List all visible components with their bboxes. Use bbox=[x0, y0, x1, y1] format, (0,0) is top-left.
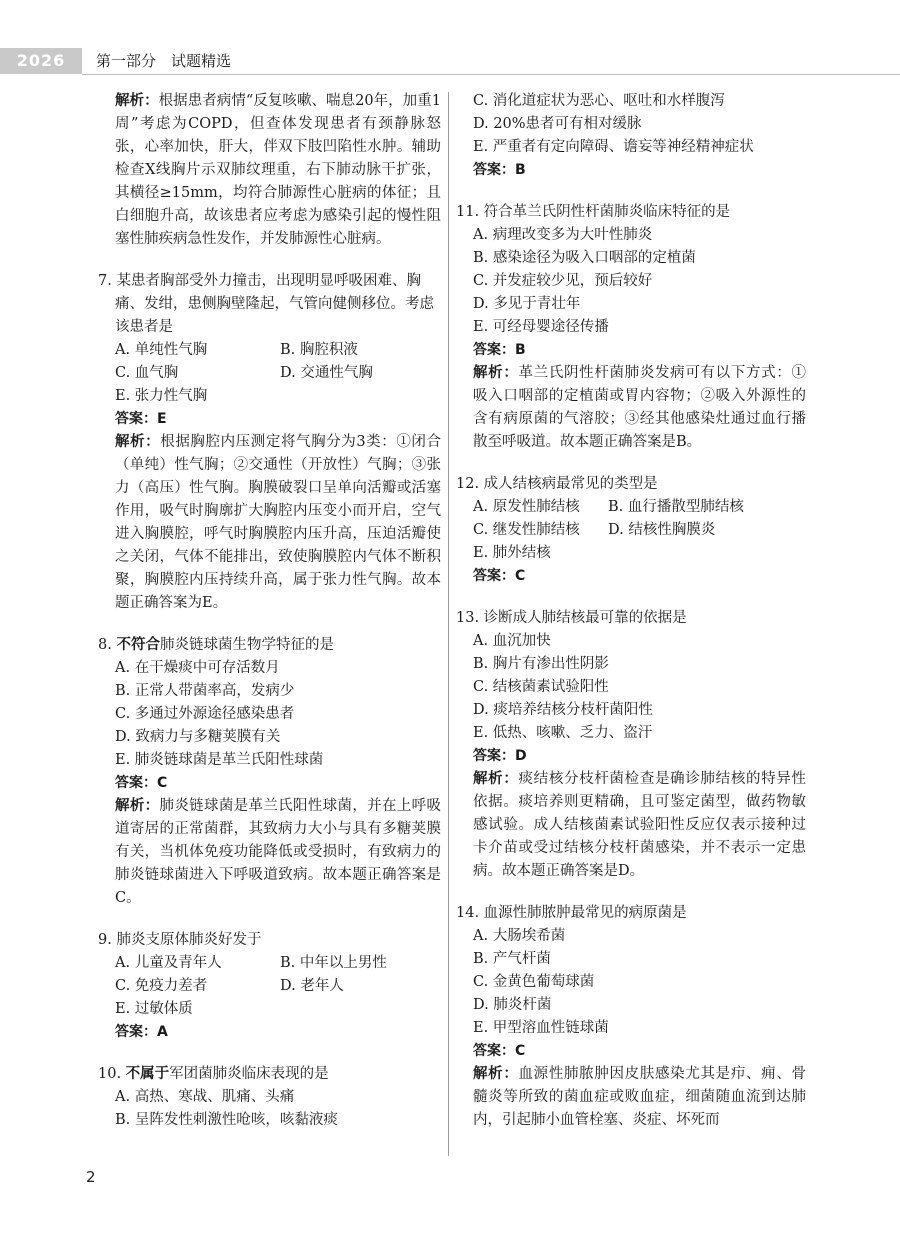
option-d: D. 多见于青壮年 bbox=[473, 296, 581, 312]
left-column bbox=[98, 90, 441, 1132]
option-b: B. 呈阵发性刺激性呛咳，咳黏液痰 bbox=[115, 1112, 338, 1128]
option-e: E. 肺炎链球菌是革兰氏阳性球菌 bbox=[115, 752, 324, 768]
answer: 答案：E bbox=[115, 411, 167, 427]
option-e: E. 可经母婴途径传播 bbox=[473, 319, 609, 335]
explanation: 解析：革兰氏阴性杆菌肺炎发病可有以下方式：①吸入口咽部的定植菌或胃内容物；②吸入外源性的含有病原菌的气溶胶；③经其他感染灶通过血行播散至呼吸道。故本题正确答案是B。 bbox=[473, 365, 806, 450]
answer: 答案：B bbox=[473, 342, 526, 358]
question-13 bbox=[456, 607, 806, 883]
column-divider bbox=[448, 92, 449, 1156]
question-stem: 11. 符合革兰氏阴性杆菌肺炎临床特征的是 bbox=[456, 204, 731, 220]
right-column bbox=[456, 90, 806, 1132]
option-a: A. 高热、寒战、肌痛、头痛 bbox=[115, 1089, 295, 1105]
option-d: D. 肺炎杆菌 bbox=[473, 997, 552, 1013]
option-d: D. 20%患者可有相对缓脉 bbox=[473, 116, 642, 132]
option-c: C. 消化道症状为恶心、呕吐和水样腹泻 bbox=[473, 93, 725, 109]
option-b: B. 产气杆菌 bbox=[473, 951, 551, 967]
explanation: 解析：痰结核分枝杆菌检查是确诊肺结核的特异性依据。痰培养则更精确，且可鉴定菌型，做药物敏感试验。成人结核菌素试验阳性反应仅表示接种过卡介苗或受过结核分枝杆菌感染，并不表示一定患病。故本题正确答案是D。 bbox=[473, 771, 806, 879]
answer: 答案：C bbox=[473, 568, 526, 584]
option-c: C. 血气胸 bbox=[115, 365, 179, 381]
section-title: 第一部分 试题精选 bbox=[96, 52, 232, 70]
question-10 bbox=[98, 1063, 441, 1132]
option-row bbox=[98, 362, 441, 385]
option-row bbox=[98, 975, 441, 998]
option-c: C. 继发性肺结核 bbox=[473, 522, 580, 538]
question-stem: 12. 成人结核病最常见的类型是 bbox=[456, 476, 658, 492]
option-c: C. 并发症较少见，预后较好 bbox=[473, 273, 653, 289]
option-a: A. 原发性肺结核 bbox=[473, 499, 580, 515]
question-stem: 13. 诊断成人肺结核最可靠的依据是 bbox=[456, 610, 687, 626]
question-stem: 8. 不符合肺炎链球菌生物学特征的是 bbox=[98, 637, 334, 653]
question-stem: 10. 不属于军团菌肺炎临床表现的是 bbox=[98, 1066, 329, 1082]
option-e: E. 严重者有定向障碍、谵妄等神经精神症状 bbox=[473, 139, 754, 155]
option-c: C. 多通过外源途径感染患者 bbox=[115, 706, 295, 722]
question-11 bbox=[456, 201, 806, 454]
answer: 答案：D bbox=[473, 748, 527, 764]
option-a: A. 在干燥痰中可存活数月 bbox=[115, 660, 280, 676]
header-rule bbox=[82, 74, 900, 75]
answer: 答案：A bbox=[115, 1024, 168, 1040]
option-d: D. 结核性胸膜炎 bbox=[608, 522, 716, 538]
answer: 答案：C bbox=[473, 1043, 526, 1059]
question-12 bbox=[456, 473, 806, 588]
year-tab: 2026 bbox=[0, 48, 82, 74]
question-stem: 14. 血源性肺脓肿最常见的病原菌是 bbox=[456, 905, 687, 921]
option-e: E. 张力性气胸 bbox=[115, 388, 208, 404]
option-c: C. 免疫力差者 bbox=[115, 978, 208, 994]
explanation: 解析：血源性肺脓肿因皮肤感染尤其是疖、痈、骨髓炎等所致的菌血症或败血症，细菌随血流到达肺内，引起肺小血管栓塞、炎症、坏死而 bbox=[473, 1066, 806, 1128]
option-b: B. 中年以上男性 bbox=[280, 955, 387, 971]
option-a: A. 病理改变多为大叶性肺炎 bbox=[473, 227, 653, 243]
option-d: D. 老年人 bbox=[280, 978, 344, 994]
question-8 bbox=[98, 634, 441, 910]
page-header bbox=[0, 48, 900, 82]
option-b: B. 正常人带菌率高，发病少 bbox=[115, 683, 295, 699]
option-row bbox=[98, 952, 441, 975]
explanation: 解析：肺炎链球菌是革兰氏阳性球菌，并在上呼吸道寄居的正常菌群，其致病力大小与具有多糖荚膜有关，当机体免疫功能降低或受损时，有致病力的肺炎链球菌进入下呼吸道致病。故本题正确答案是C。 bbox=[115, 798, 441, 906]
option-row bbox=[98, 339, 441, 362]
option-e: E. 过敏体质 bbox=[115, 1001, 193, 1017]
option-b: B. 胸片有渗出性阴影 bbox=[473, 656, 609, 672]
option-row bbox=[456, 519, 806, 542]
option-e: E. 低热、咳嗽、乏力、盗汗 bbox=[473, 725, 653, 741]
option-e: E. 肺外结核 bbox=[473, 545, 551, 561]
option-a: A. 儿童及青年人 bbox=[115, 955, 222, 971]
page-number: 2 bbox=[86, 1168, 96, 1186]
q6-explanation: 解析：根据患者病情“反复咳嗽、喘息20年，加重1周”考虑为COPD，但查体发现患者有颈静脉怒张，心率加快，肝大，伴双下肢凹陷性水肿。辅助检查X线胸片示双肺纹理重，右下肺动脉干扩张，其横径≥15mm，均符合肺源性心脏病的体征；且白细胞升高，故该患者应考虑为感染引起的慢性阻塞性肺疾病急性发作，并发肺源性心脏病。 bbox=[115, 93, 441, 247]
option-b: B. 胸腔积液 bbox=[280, 342, 358, 358]
question-7 bbox=[98, 270, 441, 615]
question-stem: 7. 某患者胸部受外力撞击，出现明显呼吸困难、胸痛、发绀，患侧胸壁隆起，气管向健侧移位。考虑该患者是 bbox=[98, 273, 434, 335]
option-c: C. 结核菌素试验阳性 bbox=[473, 679, 609, 695]
option-a: A. 血沉加快 bbox=[473, 633, 551, 649]
option-a: A. 单纯性气胸 bbox=[115, 342, 208, 358]
question-14 bbox=[456, 902, 806, 1132]
option-d: D. 痰培养结核分枝杆菌阳性 bbox=[473, 702, 653, 718]
option-b: B. 血行播散型肺结核 bbox=[608, 499, 744, 515]
explanation: 解析：根据胸腔内压测定将气胸分为3类：①闭合（单纯）性气胸；②交通性（开放性）气胸；③张力（高压）性气胸。胸膜破裂口呈单向活瓣或活塞作用，吸气时胸廓扩大胸腔内压变小而开启，空气进入胸膜腔，呼气时胸膜腔内压升高，压迫活瓣使之关闭，气体不能排出，致使胸膜腔内气体不断积聚，胸膜腔内压持续升高，属于张力性气胸。故本题正确答案为E。 bbox=[115, 434, 442, 611]
option-row bbox=[456, 496, 806, 519]
question-9 bbox=[98, 929, 441, 1044]
option-c: C. 金黄色葡萄球菌 bbox=[473, 974, 595, 990]
option-d: D. 交通性气胸 bbox=[280, 365, 373, 381]
question-stem: 9. 肺炎支原体肺炎好发于 bbox=[98, 932, 262, 948]
answer: 答案：B bbox=[473, 162, 526, 178]
option-a: A. 大肠埃希菌 bbox=[473, 928, 566, 944]
option-d: D. 致病力与多糖荚膜有关 bbox=[115, 729, 281, 745]
option-b: B. 感染途径为吸入口咽部的定植菌 bbox=[473, 250, 696, 266]
option-e: E. 甲型溶血性链球菌 bbox=[473, 1020, 609, 1036]
question-10-continued bbox=[456, 90, 806, 182]
answer: 答案：C bbox=[115, 775, 168, 791]
